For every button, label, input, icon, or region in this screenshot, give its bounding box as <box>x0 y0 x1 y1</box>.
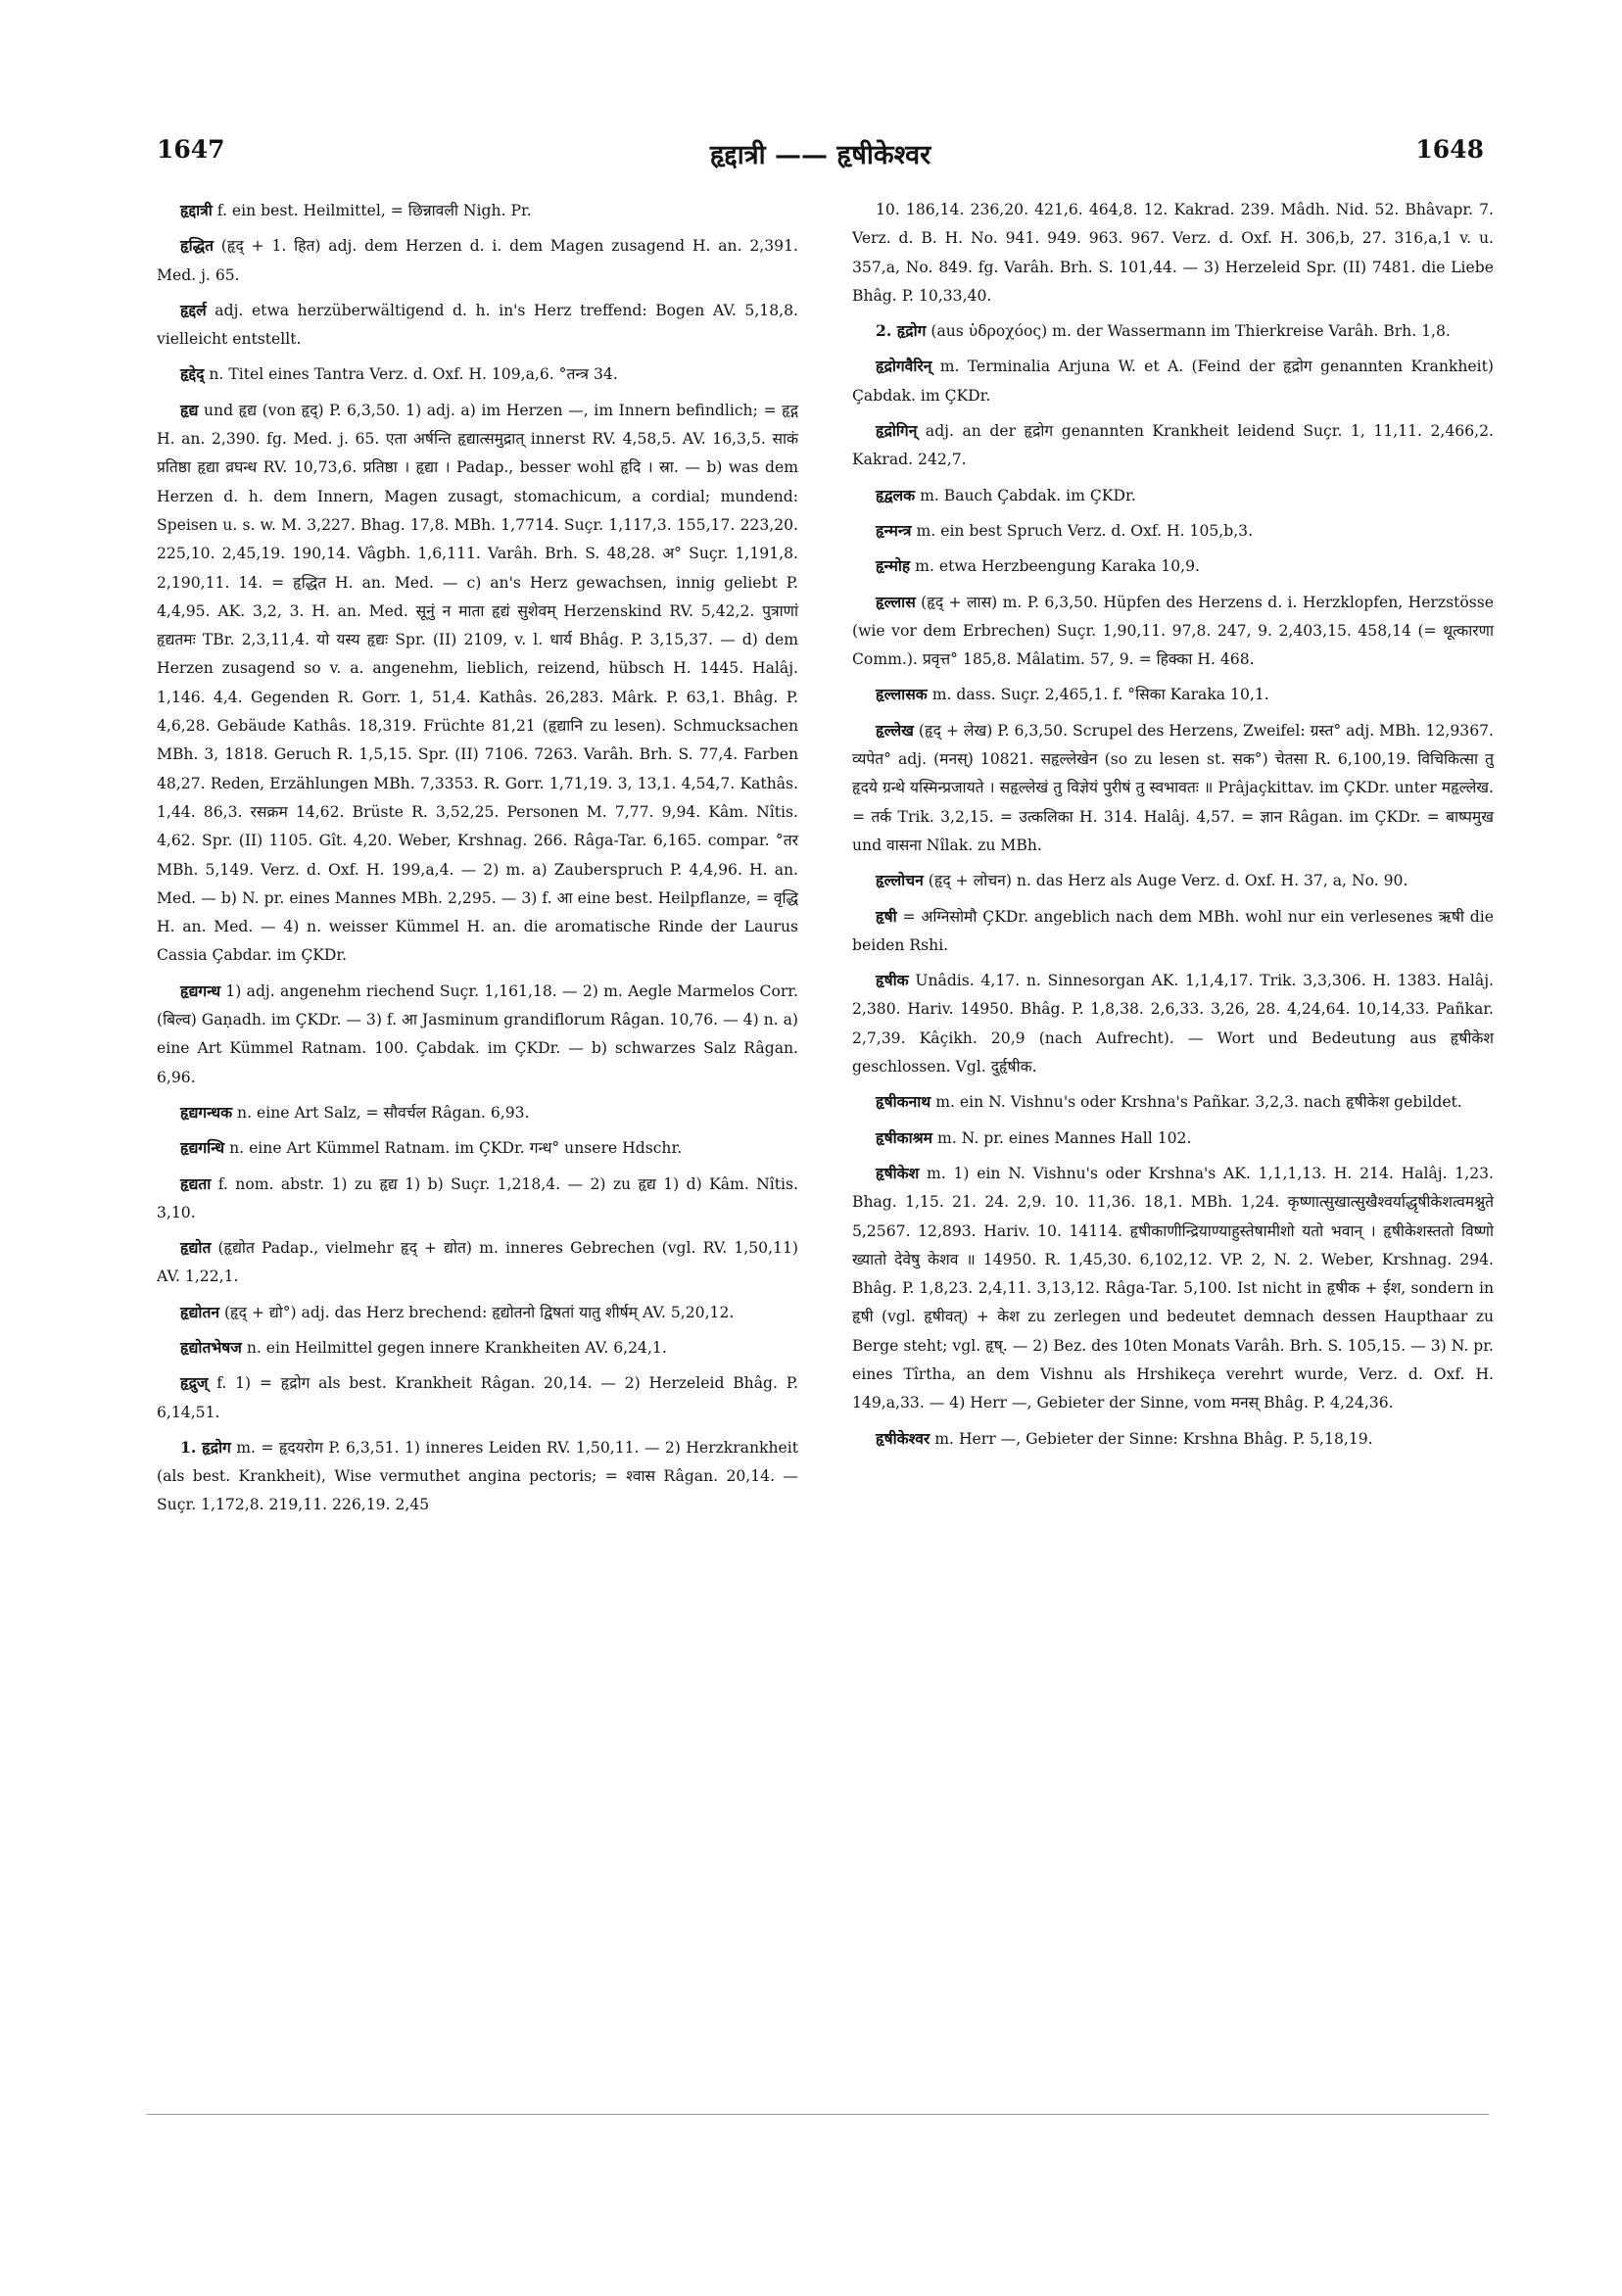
dictionary-entry <box>852 966 1494 1081</box>
dictionary-entry <box>852 481 1494 510</box>
entry-headword: हृद्यता <box>180 1173 212 1193</box>
entry-headword: हृद्यगन्धि <box>180 1138 225 1158</box>
entry-definition: = अग्निसोमौ ÇKDr. angeblich nach dem MBh. wohl nur ein verlesenes ऋषी die beiden Rshi. <box>852 907 1494 954</box>
dictionary-entry <box>157 1333 798 1363</box>
entry-headword: हृद्य <box>180 400 199 419</box>
dictionary-entry <box>157 1298 798 1327</box>
dictionary-entry <box>852 1159 1494 1418</box>
entry-headword: हृद्रोगिन् <box>876 421 918 441</box>
dictionary-entry <box>157 231 798 290</box>
entry-headword: हृषीकेश <box>876 1163 920 1182</box>
dictionary-entry <box>852 196 1494 311</box>
entry-definition: m. ein best Spruch Verz. d. Oxf. H. 105,b,3. <box>916 521 1254 540</box>
entry-definition: (हृद् + लास) m. P. 6,3,50. Hüpfen des Herzens d. i. Herzklopfen, Herzstösse (wie vor dem Erbrechen) Suçr. 1,90,11. 97,8. 247, 9. 2,403,15. 458,14 (= थूत्कारणा Comm.). प्रवृत्त° 185,8. Mâlatim. 57, 9. = हिक्का H. 468. <box>852 593 1494 669</box>
entry-headword: हृषीकेश्वर <box>876 1428 930 1448</box>
entry-headword: हृन्मन्त्र <box>876 520 912 540</box>
entry-headword: हृषीक <box>876 971 909 990</box>
entry-definition: (हृद् + लेख) P. 6,3,50. Scrupel des Herzens, Zweifel: ग्रस्त° adj. MBh. 12,9367. व्यपेत° adj. (मनस्) 10821. सहृल्लेखेन (so zu lesen st. सक°) चेतसा R. 6,100,19. विचिकित्सा तु हृदये ग्रन्थे यस्मिन्प्रजायते । सहृल्लेखं तु विज्ञेयं पुरीषं तु स्वभावतः ॥ Prâjaçkittav. im ÇKDr. unter महृल्लेख. = तर्क Trik. 3,2,15. = उत्कलिका H. 314. Halâj. 4,57. = ज्ञान Râgan. im ÇKDr. = बाष्पमुख und वासना Nîlak. zu MBh. <box>852 721 1494 854</box>
entry-definition: adj. an der हृद्रोग genannten Krankheit leidend Suçr. 1, 11,11. 2,466,2. Kakrad. 242,7. <box>852 422 1494 469</box>
entry-definition: f. nom. abstr. 1) zu हृद्य 1) b) Suçr. 1,218,4. — 2) zu हृद्य 1) d) Kâm. Nîtis. 3,10. <box>157 1174 798 1221</box>
entry-headword: हृद्धित <box>180 236 214 256</box>
left-column <box>157 196 798 1526</box>
dictionary-entry <box>852 1424 1494 1454</box>
entry-definition: m. = हृदयरोग P. 6,3,51. 1) inneres Leiden RV. 1,50,11. — 2) Herzkrankheit (als best. Krankheit), Wise vermuthet angina pectoris; = श्वास Râgan. 20,14. — Suçr. 1,172,8. 219,11. 226,19. 2,45 <box>157 1438 798 1514</box>
dictionary-entry <box>852 1087 1494 1117</box>
entry-definition: Unâdis. 4,17. n. Sinnesorgan AK. 1,1,4,17. Trik. 3,3,306. H. 1383. Halâj. 2,380. Hariv. 14950. Bhâg. P. 1,8,38. 2,6,33. 3,26, 28. 4,24,64. 10,14,33. Pañkar. 2,7,39. Kâçikh. 20,9 (nach Aufrecht). — Wort und Bedeutung aus हृषीकेश geschlossen. Vgl. दुर्हृषीक. <box>852 972 1494 1076</box>
entry-headword: हृद्देद् <box>180 364 205 384</box>
entry-headword: हृल्लोचन <box>876 871 924 890</box>
entry-headword: हृल्लेख <box>876 720 914 740</box>
dictionary-entry <box>157 396 798 971</box>
entry-headword: हृषी <box>876 906 897 926</box>
dictionary-entry <box>157 196 798 225</box>
right-column <box>852 196 1494 1459</box>
entry-headword: हृद्दात्री <box>180 201 213 219</box>
entry-headword: हृद्योतन <box>180 1302 219 1321</box>
dictionary-entry <box>852 902 1494 961</box>
entry-headword: हृद्दर्ल <box>180 300 207 319</box>
entry-definition: m. Herr —, Gebieter der Sinne: Krshna Bhâg. P. 5,18,19. <box>934 1429 1373 1448</box>
entry-definition: n. ein Heilmittel gegen innere Krankheiten AV. 6,24,1. <box>246 1338 667 1357</box>
entry-definition: (हृद् + द्यो°) adj. das Herz brechend: हृद्योतनो द्विषतां यातु शीर्षम् AV. 5,20,12. <box>223 1303 735 1321</box>
entry-definition: m. dass. Suçr. 2,465,1. f. °सिका Karaka 10,1. <box>931 686 1269 704</box>
entry-headword: हृद्रुज् <box>180 1373 209 1393</box>
dictionary-entry <box>852 588 1494 675</box>
entry-definition: n. Titel eines Tantra Verz. d. Oxf. H. 109,a,6. °तन्त्र 34. <box>209 365 618 384</box>
footer-rule <box>147 2114 1489 2115</box>
entry-headword: हृद्योत <box>180 1238 212 1258</box>
dictionary-entry <box>157 1368 798 1427</box>
entry-definition: (हृद् + लोचन) n. das Herz als Auge Verz. d. Oxf. H. 37, a, No. 90. <box>928 872 1408 890</box>
entry-definition: m. etwa Herzbeengung Karaka 10,9. <box>915 557 1201 576</box>
dictionary-entry <box>157 1170 798 1228</box>
entry-headword: हृल्लासक <box>876 685 928 704</box>
entry-definition: m. Bauch Çabdak. im ÇKDr. <box>920 486 1136 504</box>
entry-headword: हृल्लास <box>876 592 916 611</box>
entry-definition: adj. etwa herzüberwältigend d. h. in's Herz treffend: Bogen AV. 5,18,8. vielleicht entstellt. <box>157 301 798 349</box>
dictionary-entry <box>157 296 798 355</box>
entry-headword: 1. हृद्रोग <box>180 1437 231 1457</box>
entry-definition: n. eine Art Salz, = सौवर्चल Râgan. 6,93. <box>237 1103 530 1122</box>
dictionary-entry <box>852 416 1494 475</box>
page-number-right: 1648 <box>1415 135 1484 164</box>
entry-definition: (हृद्योत Padap., vielmehr हृद् + द्योत) m. inneres Gebrechen (vgl. RV. 1,50,11) AV. 1,22,1. <box>157 1239 798 1286</box>
dictionary-entry <box>852 316 1494 346</box>
entry-definition: 10. 186,14. 236,20. 421,6. 464,8. 12. Kakrad. 239. Mâdh. Nid. 52. Bhâvapr. 7. Verz. d. B. H. No. 941. 949. 963. 967. Verz. d. Oxf. H. 306,b, 27. 316,a,1 v. u. 357,a, No. 849. fg. Varâh. Brh. S. 101,44. — 3) Herzeleid Spr. (II) 7481. die Liebe Bhâg. P. 10,33,40. <box>852 201 1494 305</box>
dictionary-entry <box>852 551 1494 581</box>
dictionary-entry <box>157 1433 798 1520</box>
entry-definition: f. ein best. Heilmittel, = छिन्नावली Nigh. Pr. <box>216 202 532 219</box>
entry-definition: m. 1) ein N. Vishnu's oder Krshna's AK. 1,1,1,13. H. 214. Halâj. 1,23. Bhag. 1,15. 21. 24. 2,9. 10. 11,36. 18,1. MBh. 1,24. कृष्णात्सुखात्सुखैश्वर्याद्धृषीकेशत्वमश्नुते 5,2567. 12,893. Hariv. 10. 14114. हृषीकाणीन्द्रियाण्याहुस्तेषामीशो यतो भवान् । हृषीकेशस्ततो विष्णो ख्यातो देवेषु केशव ॥ 14950. R. 1,45,30. 6,102,12. VP. 2, N. 2. Weber, Krshnag. 294. Bhâg. P. 1,8,23. 2,4,11. 3,13,12. Râga-Tar. 5,100. Ist nicht in हृषीक + ईश, sondern in हृषी (vgl. हृषीवत्) + केश zu zerlegen und bedeutet demnach dessen Haupthaar zu Berge steht; vgl. हृष्. — 2) Bez. des 10ten Monats Varâh. Brh. S. 105,15. — 3) N. pr. eines Tîrtha, an dem Vishnu als Hrshikeça verehrt wurde, Verz. d. Oxf. H. 149,a,33. — 4) Herr —, Gebieter der Sinne, vom मनस् Bhâg. P. 4,24,36. <box>852 1164 1494 1412</box>
page-header <box>157 135 1484 174</box>
dictionary-entry <box>157 1233 798 1292</box>
dictionary-entry <box>157 359 798 389</box>
entry-headword: हृद्रोगवैरिन् <box>876 357 932 376</box>
entry-definition: (aus ὑδροχόος) m. der Wassermann im Thierkreise Varâh. Brh. 1,8. <box>930 322 1451 341</box>
entry-headword: हृद्यगन्ध <box>180 981 221 1000</box>
dictionary-entry <box>852 680 1494 709</box>
dictionary-entry <box>157 977 798 1092</box>
entry-definition: m. Terminalia Arjuna W. et A. (Feind der हृद्रोग genannten Krankheit) Çabdak. im ÇKDr. <box>852 358 1494 405</box>
entry-definition: m. N. pr. eines Mannes Hall 102. <box>936 1128 1192 1147</box>
dictionary-entry <box>157 1133 798 1163</box>
entry-definition: f. 1) = हृद्रोग als best. Krankheit Râgan. 20,14. — 2) Herzeleid Bhâg. P. 6,14,51. <box>157 1374 798 1421</box>
entry-definition: (हृद् + 1. हित) adj. dem Herzen d. i. dem Magen zusagend H. an. 2,391. Med. j. 65. <box>157 237 798 284</box>
entry-headword: हृषीकाश्रम <box>876 1127 933 1147</box>
dictionary-entry <box>157 1098 798 1127</box>
entry-definition: n. eine Art Kümmel Ratnam. im ÇKDr. गन्ध° unsere Hdschr. <box>229 1139 683 1158</box>
entry-headword: हृन्मोह <box>876 556 911 576</box>
entry-headword: 2. हृद्रोग <box>876 321 927 341</box>
entry-headword: हृद्वलक <box>876 485 916 504</box>
dictionary-entry <box>852 716 1494 860</box>
entry-definition: und हृद्य (von हृद्) P. 6,3,50. 1) adj. a) im Herzen —, im Innern befindlich; = हृद्ग H. an. 2,390. fg. Med. j. 65. एता अर्षन्ति हृद्यात्समुद्रात् innerst RV. 4,58,5. AV. 16,3,5. साकं प्रतिष्ठा हृद्या व्रघन्ध RV. 10,73,6. प्रतिष्ठा । हृद्या । Padap., besser wohl हृदि । स्रा. — b) was dem Herzen d. h. dem Innern, Magen zusagt, stomachicum, a cordial; mundend: Speisen u. s. w. M. 3,227. Bhag. 17,8. MBh. 1,7714. Suçr. 1,117,3. 155,17. 223,20. 225,10. 2,45,19. 190,14. Vâgbh. 1,6,111. Varâh. Brh. S. 48,28. अ° Suçr. 1,191,8. 2,190,11. 14. = हृद्धित H. an. Med. — c) an's Herz gewachsen, innig geliebt P. 4,4,95. AK. 3,2, 3. H. an. Med. सूनुं न माता हृद्यं सुशेवम् Herzenskind RV. 5,42,2. पुत्राणां हृद्यतमः TBr. 2,3,11,4. यो यस्य हृद्यः Spr. (II) 2109, v. l. धार्य Bhâg. P. 3,15,37. — d) dem Herzen zusagend so v. a. angenehm, lieblich, reizend, hübsch H. 1445. Halâj. 1,146. 4,4. Gegenden R. Gorr. 1, 51,4. Kathâs. 26,283. Mârk. P. 63,1. Bhâg. P. 4,6,28. Gebäude Kathâs. 18,319. Früchte 81,21 (हृद्यानि zu lesen). Schmucksachen MBh. 3, 1818. Geruch R. 1,5,15. Spr. (II) 7106. 7263. Varâh. Brh. S. 77,4. Farben 48,27. Reden, Erzählungen MBh. 7,3353. R. Gorr. 1,71,19. 3, 13,1. 4,54,7. Kathâs. 1,44. 86,3. रसक्रम 14,62. Brüste R. 3,52,25. Personen M. 7,77. 9,94. Kâm. Nîtis. 4,62. Spr. (II) 1105. Gît. 4,20. Weber, Krshnag. 266. Râga-Tar. 6,165. compar. °तर MBh. 5,149. Verz. d. Oxf. H. 199,a,4. — 2) m. a) Zauberspruch P. 4,4,96. H. an. Med. — b) N. pr. eines Mannes MBh. 2,295. — 3) f. आ eine best. Heilpflanze, = वृद्धि H. an. Med. — 4) n. weisser Kümmel H. an. die aromatische Rinde der Laurus Cassia Çabdar. im ÇKDr. <box>157 401 798 965</box>
entry-headword: हृद्यगन्धक <box>180 1102 233 1122</box>
dictionary-entry <box>852 352 1494 410</box>
entry-definition: m. ein N. Vishnu's oder Krshna's Pañkar. 3,2,3. nach हृषीकेश gebildet. <box>935 1093 1462 1112</box>
dictionary-entry <box>852 1124 1494 1153</box>
running-head: हृद्दात्री —— हृषीकेश्वर <box>709 140 931 170</box>
dictionary-entry <box>852 516 1494 546</box>
entry-headword: हृषीकनाथ <box>876 1092 931 1112</box>
dictionary-entry <box>852 866 1494 895</box>
entry-headword: हृद्योतभेषज <box>180 1337 242 1357</box>
page-number-left: 1647 <box>157 135 225 164</box>
entry-definition: 1) adj. angenehm riechend Suçr. 1,161,18. — 2) m. Aegle Marmelos Corr. (बिल्व) Gaṇadh. im ÇKDr. — 3) f. आ Jasminum grandiflorum Râgan. 10,76. — 4) n. a) eine Art Kümmel Ratnam. 100. Çabdak. im ÇKDr. — b) schwarzes Salz Râgan. 6,96. <box>157 981 798 1086</box>
